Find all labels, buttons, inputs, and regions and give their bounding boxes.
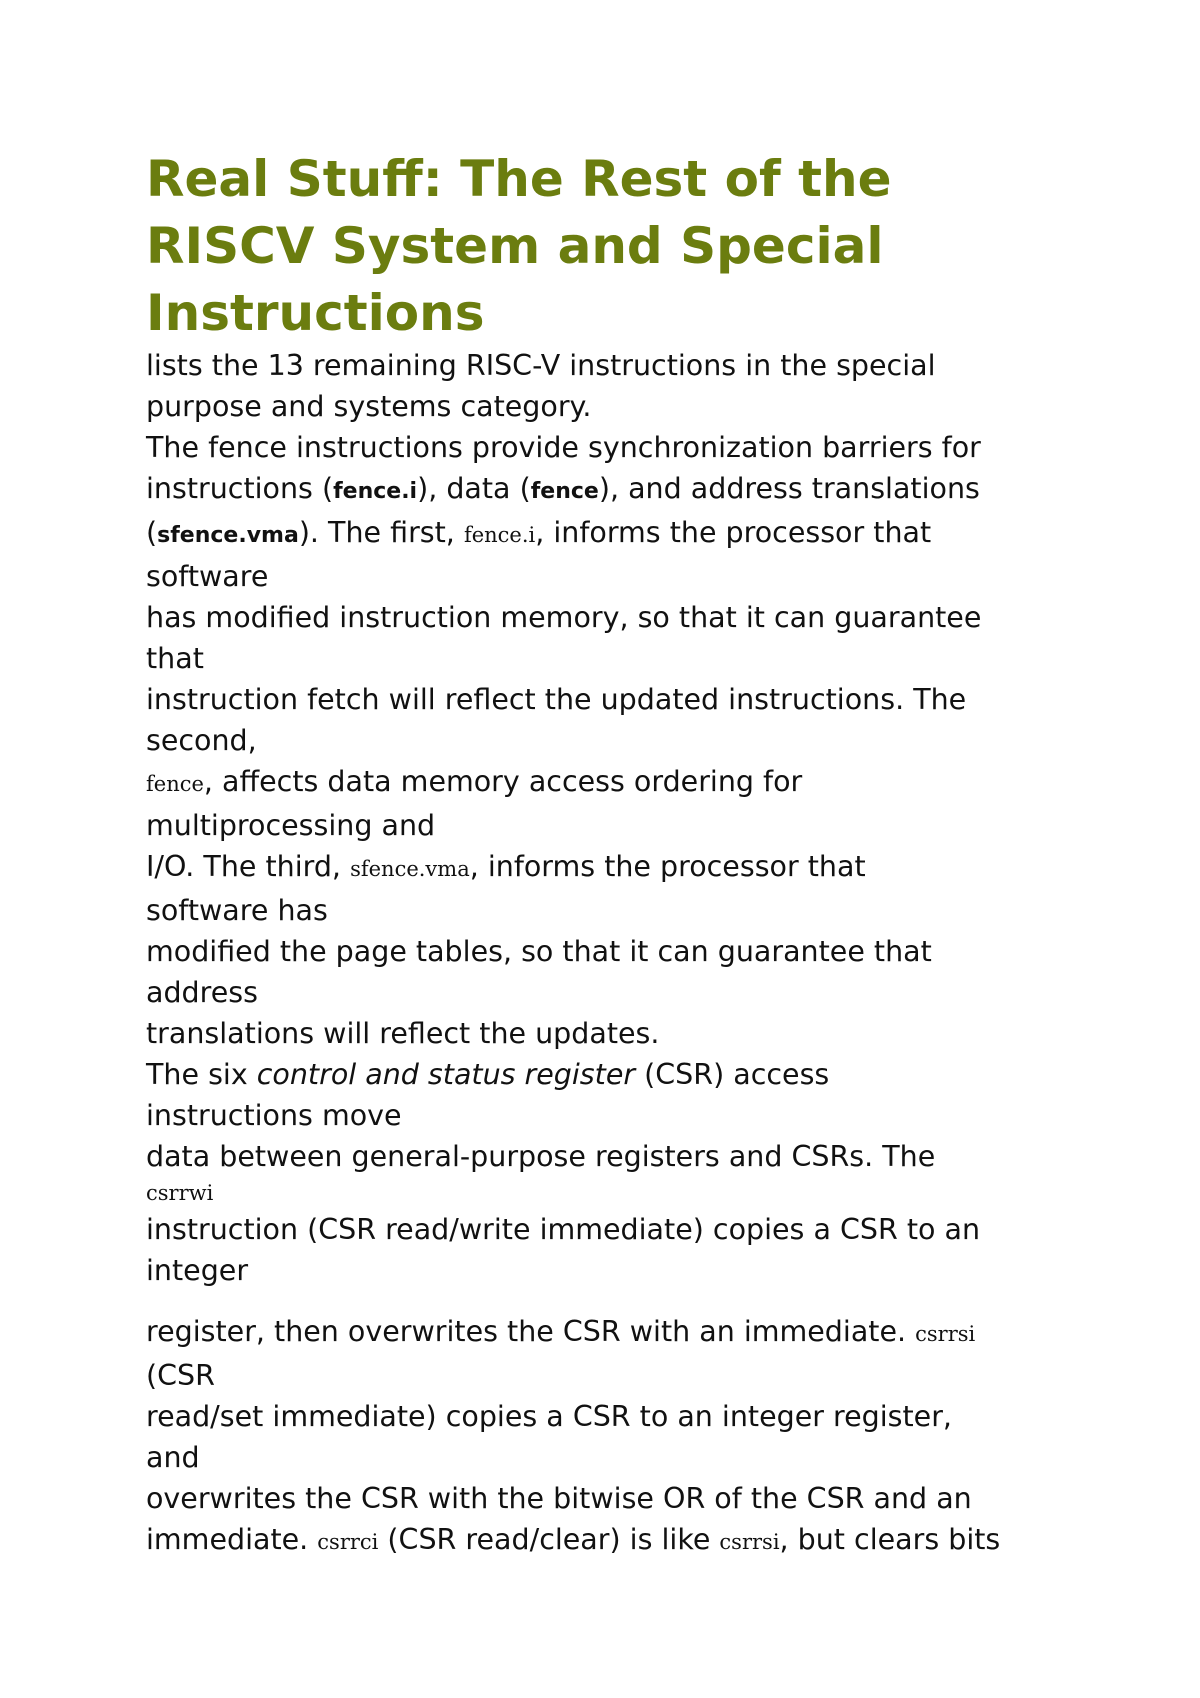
text-line: has modified instruction memory, so that it can guarantee xyxy=(146,601,982,634)
text-line: purpose and systems category. xyxy=(146,390,592,423)
text-line: instructions move xyxy=(146,1099,402,1132)
text-line: that xyxy=(146,642,204,675)
text-run: ), data ( xyxy=(417,472,531,505)
text-line: instruction (CSR read/write immediate) copies a CSR to an xyxy=(146,1213,981,1246)
code-csrrsi: csrrsi xyxy=(915,1322,976,1346)
text-run: ( xyxy=(146,516,158,549)
code-fence: fence xyxy=(530,479,599,504)
text-line: lists the 13 remaining RISC-V instructions in the special xyxy=(146,349,936,382)
text-line: read/set immediate) copies a CSR to an integer register, xyxy=(146,1400,952,1433)
text-run: ). The first, xyxy=(298,516,464,549)
text-line: modified the page tables, so that it can guarantee that xyxy=(146,935,932,968)
text-line: software has xyxy=(146,894,328,927)
document-title xyxy=(146,146,1086,347)
text-line xyxy=(146,761,1086,805)
text-line: and xyxy=(146,1441,200,1474)
title-line: Instructions xyxy=(146,284,485,342)
text-run: , but clears bits xyxy=(779,1523,1001,1556)
code-fence: fence xyxy=(146,772,204,796)
document-page xyxy=(146,146,1086,1563)
code-fence-i: fence.i xyxy=(463,523,536,547)
text-line: data between general-purpose registers and CSRs. The xyxy=(146,1140,936,1173)
text-run: The six xyxy=(146,1058,257,1091)
text-run: immediate. xyxy=(146,1523,318,1556)
code-csrrsi: csrrsi xyxy=(719,1530,780,1554)
text-run: , informs the processor that xyxy=(535,516,932,549)
text-line: address xyxy=(146,976,258,1009)
text-run: , informs the processor that xyxy=(469,850,866,883)
code-csrrci: csrrci xyxy=(317,1530,379,1554)
text-line: second, xyxy=(146,724,257,757)
text-run: (CSR read/clear) is like xyxy=(378,1523,720,1556)
code-fence-i: fence.i xyxy=(333,479,418,504)
code-csrrwi: csrrwi xyxy=(146,1181,214,1205)
text-run: register, then overwrites the CSR with an immediate. xyxy=(146,1315,916,1348)
text-line: translations will reflect the updates. xyxy=(146,1017,660,1050)
text-run: instructions ( xyxy=(146,472,334,505)
text-line: multiprocessing and xyxy=(146,809,436,842)
text-line xyxy=(146,1054,1086,1095)
title-line: RISCV System and Special xyxy=(146,217,884,275)
code-sfence-vma: sfence.vma xyxy=(157,523,299,548)
emphasis-term: control and status register xyxy=(256,1058,636,1091)
text-line xyxy=(146,512,1086,556)
text-line: (CSR xyxy=(146,1359,215,1392)
body-text xyxy=(146,345,1086,1563)
text-line: The fence instructions provide synchronization barriers for xyxy=(146,431,981,464)
text-line xyxy=(146,1311,1086,1355)
text-run: , affects data memory access ordering for xyxy=(203,765,803,798)
title-line: Real Stuff: The Rest of the xyxy=(146,150,892,208)
text-line: overwrites the CSR with the bitwise OR of the CSR and an xyxy=(146,1482,972,1515)
text-run: I/O. The third, xyxy=(146,850,351,883)
text-line: instruction fetch will reflect the updated instructions. The xyxy=(146,683,967,716)
paragraph-gap xyxy=(146,1291,1086,1311)
text-run: ), and address translations xyxy=(598,472,980,505)
text-line xyxy=(146,1519,1086,1563)
text-line xyxy=(146,468,1086,512)
text-line: integer xyxy=(146,1254,249,1287)
text-line xyxy=(146,846,1086,890)
text-line: software xyxy=(146,560,269,593)
code-sfence-vma: sfence.vma xyxy=(350,857,470,881)
text-run: (CSR) access xyxy=(635,1058,830,1091)
